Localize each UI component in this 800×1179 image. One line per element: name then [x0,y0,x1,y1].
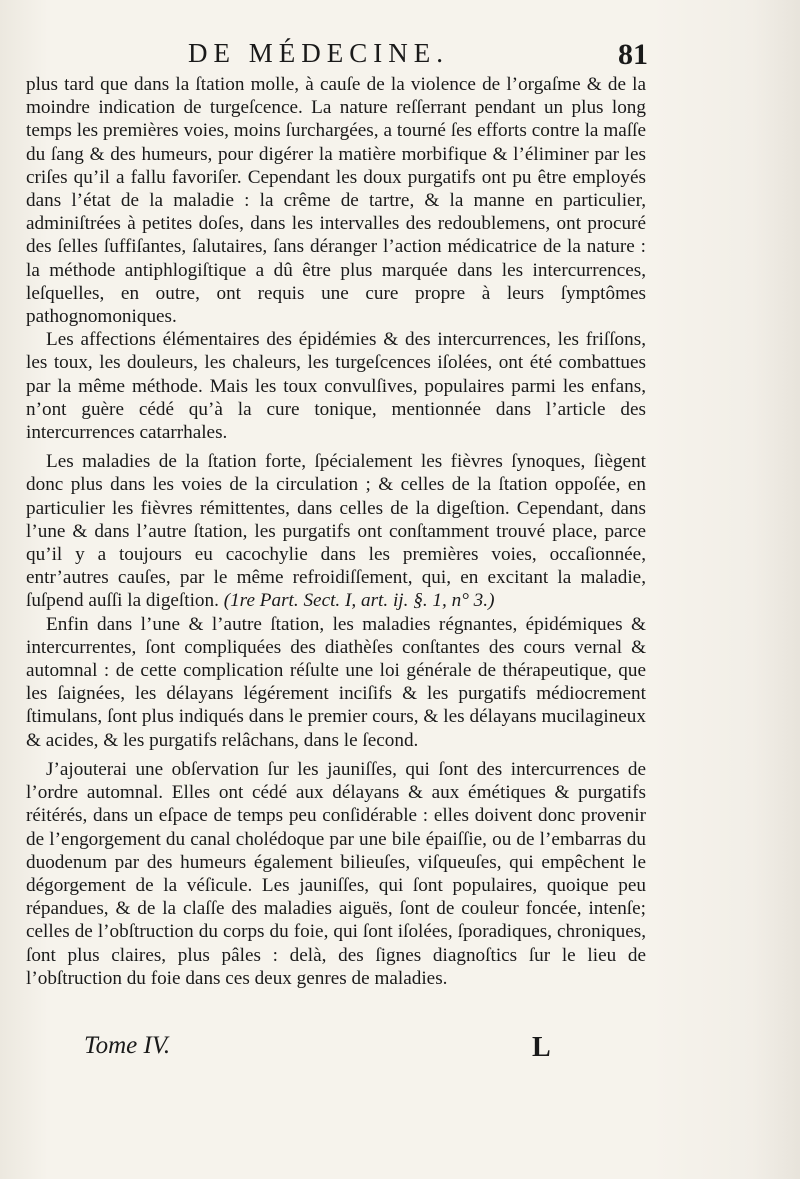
paragraph-3-reference: (1re Part. Sect. I, art. ij. §. 1, n° 3.) [223,590,495,612]
paragraph-3-text: Les maladies de la ſtation forte, ſpécialement les fièvres ſynoques, ſiègent donc plus dans les voies de la circulation ; & celles de la ſtation oppoſée, en particulier les fièvres rémittentes, dans celles de la digeſtion. Cependant, dans l’une & dans l’autre ſtation, les purgatifs ont conſtamment trouvé place, parce qu’il y a toujours eu cacochylie dans les premières voies, occaſionnée, entr’autres cauſes, par le même refroidiſſement, qui, en excitant la maladie, ſuſpend auſſi la digeſtion. [26,451,646,612]
page-edge-shadow [650,0,800,1179]
running-head: DE MÉDECINE. [188,38,449,68]
paragraph-5: J’ajouterai une obſervation ſur les jauniſſes, qui ſont des intercurrences de l’ordre automnal. Elles ont cédé aux délayans & aux émétiques & purgatifs réitérés, dans un eſpace de temps peu conſidérable : elles doivent donc provenir de l’engorgement du canal cholédoque par une bile épaiſſie, ou de l’embarras du duodenum par des humeurs également bilieuſes, viſqueuſes, qui empêchent le dégorgement de la véſicule. Les jauniſſes, qui ſont populaires, quoique peu répandues, & de la claſſe des maladies aiguës, ſont de couleur foncée, intenſe; celles de l’obſtruction du corps du foie, qui ſont iſolées, ſporadiques, chroniques, ſont plus claires, plus pâles : delà, des ſignes diagnoſtics ſur le lieu de l’obſtruction du foie dans ces deux genres de maladies. [26,758,646,989]
paragraph-2: Les affections élémentaires des épidémies & des intercurrences, les friſſons, les toux, les douleurs, les chaleurs, les turgeſcences iſolées, ont été combattues par la même méthode. Mais les toux convulſives, populaires parmi les enfans, n’ont guère cédé qu’à la cure tonique, mentionnée dans l’article des intercurrences catarrhales. [26,329,646,444]
page-header [0,38,800,78]
paragraph-1: plus tard que dans la ſtation molle, à cauſe de la violence de l’orgaſme & de la moindre indication de turgeſcence. La nature reſſerrant pendant un plus long temps les premières voies, moins ſurchargées, a tourné ſes efforts contre la maſſe du ſang & des humeurs, pour digérer la matière morbifique & l’éliminer par les criſes qu’il a fallu favoriſer. Cependant les doux purgatifs ont pu être employés dans l’état de la maladie : la crême de tartre, & la manne en particulier, adminiſtrées à petites doſes, dans les intervalles des redoublemens, ont procuré des ſelles ſuffiſantes, ſalutaires, ſans déranger l’action médicatrice de la nature : la méthode antiphlogiſtique a dû être plus marquée dans les intercurrences, leſquelles, en outre, ont requis une cure propre à leurs ſymptômes pathognomoniques. [26,74,646,328]
page-footer [0,1032,800,1072]
paragraph-4: Enfin dans l’une & l’autre ſtation, les maladies régnantes, épidémiques & intercurrentes, ſont compliquées des diathèſes conſtantes des cours vernal & automnal : de cette complication réſulte une loi générale de thérapeutique, que les ſaignées, les délayans légérement inciſifs & les purgatifs médiocrement ſtimulans, ſont plus indiqués dans le premier cours, & les délayans mucilagineux & acides, & les purgatifs relâchans, dans le ſecond. [26,613,646,751]
page-body [26,73,646,990]
volume-label: Tome IV. [84,1032,171,1059]
page-number: 81 [618,38,648,71]
paragraph-3 [26,450,646,612]
signature-mark: L [532,1032,551,1063]
